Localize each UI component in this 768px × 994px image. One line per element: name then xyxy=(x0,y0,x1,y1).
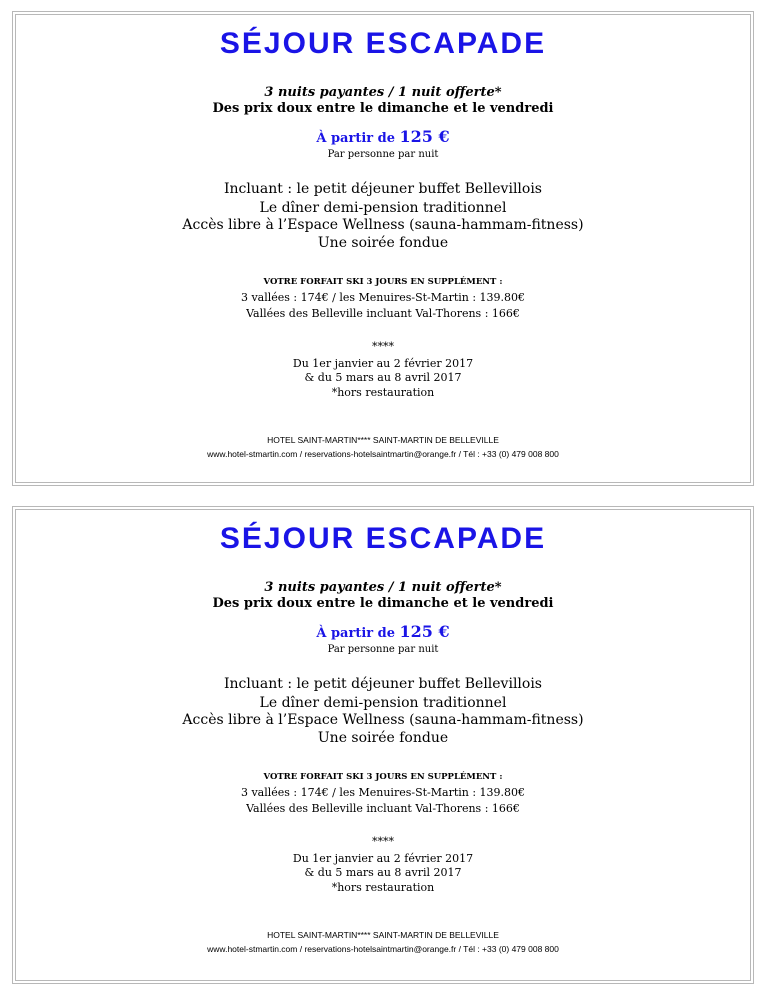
offer-subline: Des prix doux entre le dimanche et le vendredi xyxy=(212,596,554,611)
ski-price-line: Vallées des Belleville incluant Val-Thorens : 166€ xyxy=(246,307,520,320)
include-item: Incluant : le petit déjeuner buffet Bellevillois xyxy=(224,676,542,692)
hotel-name: HOTEL SAINT-MARTIN**** SAINT-MARTIN DE BELLEVILLE xyxy=(267,930,499,940)
offer-line: 3 nuits payantes / 1 nuit offerte* xyxy=(264,580,502,595)
ski-price-line: 3 vallées : 174€ / les Menuires-St-Martin : 139.80€ xyxy=(240,786,526,799)
price-prefix: À partir de xyxy=(316,626,400,641)
stars-separator: **** xyxy=(372,835,394,848)
hotel-contact: www.hotel-stmartin.com / reservations-hotelsaintmartin@orange.fr / Tél : +33 (0) 479 008 800 xyxy=(207,449,559,459)
date-note: *hors restauration xyxy=(331,881,435,894)
flyer-title: SÉJOUR ESCAPADE xyxy=(219,522,547,555)
offer-subline: Des prix doux entre le dimanche et le vendredi xyxy=(212,101,554,116)
price-line xyxy=(16,622,750,641)
ski-price-line: Vallées des Belleville incluant Val-Thorens : 166€ xyxy=(246,802,520,815)
include-item: Incluant : le petit déjeuner buffet Bellevillois xyxy=(224,181,542,197)
include-item: Accès libre à l’Espace Wellness (sauna-hammam-fitness) xyxy=(182,217,584,233)
date-note: *hors restauration xyxy=(331,386,435,399)
price-prefix: À partir de xyxy=(316,131,400,146)
date-line: & du 5 mars au 8 avril 2017 xyxy=(304,866,462,879)
include-item: Accès libre à l’Espace Wellness (sauna-hammam-fitness) xyxy=(182,712,584,728)
price-line xyxy=(16,127,750,146)
ski-heading: VOTRE FORFAIT SKI 3 JOURS EN SUPPLÉMENT : xyxy=(263,772,503,782)
price-unit: Par personne par nuit xyxy=(327,149,439,160)
include-item: Le dîner demi-pension traditionnel xyxy=(259,695,507,711)
date-line: Du 1er janvier au 2 février 2017 xyxy=(292,852,474,865)
hotel-name: HOTEL SAINT-MARTIN**** SAINT-MARTIN DE BELLEVILLE xyxy=(267,435,499,445)
ski-heading: VOTRE FORFAIT SKI 3 JOURS EN SUPPLÉMENT : xyxy=(263,277,503,287)
flyer-card xyxy=(12,11,754,486)
include-item: Le dîner demi-pension traditionnel xyxy=(259,200,507,216)
date-line: & du 5 mars au 8 avril 2017 xyxy=(304,371,462,384)
price-amount: 125 € xyxy=(399,622,450,641)
stars-separator: **** xyxy=(372,340,394,353)
include-item: Une soirée fondue xyxy=(317,730,449,746)
hotel-contact: www.hotel-stmartin.com / reservations-hotelsaintmartin@orange.fr / Tél : +33 (0) 479 008 800 xyxy=(207,944,559,954)
ski-price-line: 3 vallées : 174€ / les Menuires-St-Martin : 139.80€ xyxy=(240,291,526,304)
price-unit: Par personne par nuit xyxy=(327,644,439,655)
offer-line: 3 nuits payantes / 1 nuit offerte* xyxy=(264,85,502,100)
flyer-card xyxy=(12,506,754,984)
date-line: Du 1er janvier au 2 février 2017 xyxy=(292,357,474,370)
price-amount: 125 € xyxy=(399,127,450,146)
include-item: Une soirée fondue xyxy=(317,235,449,251)
flyer-title: SÉJOUR ESCAPADE xyxy=(219,27,547,60)
